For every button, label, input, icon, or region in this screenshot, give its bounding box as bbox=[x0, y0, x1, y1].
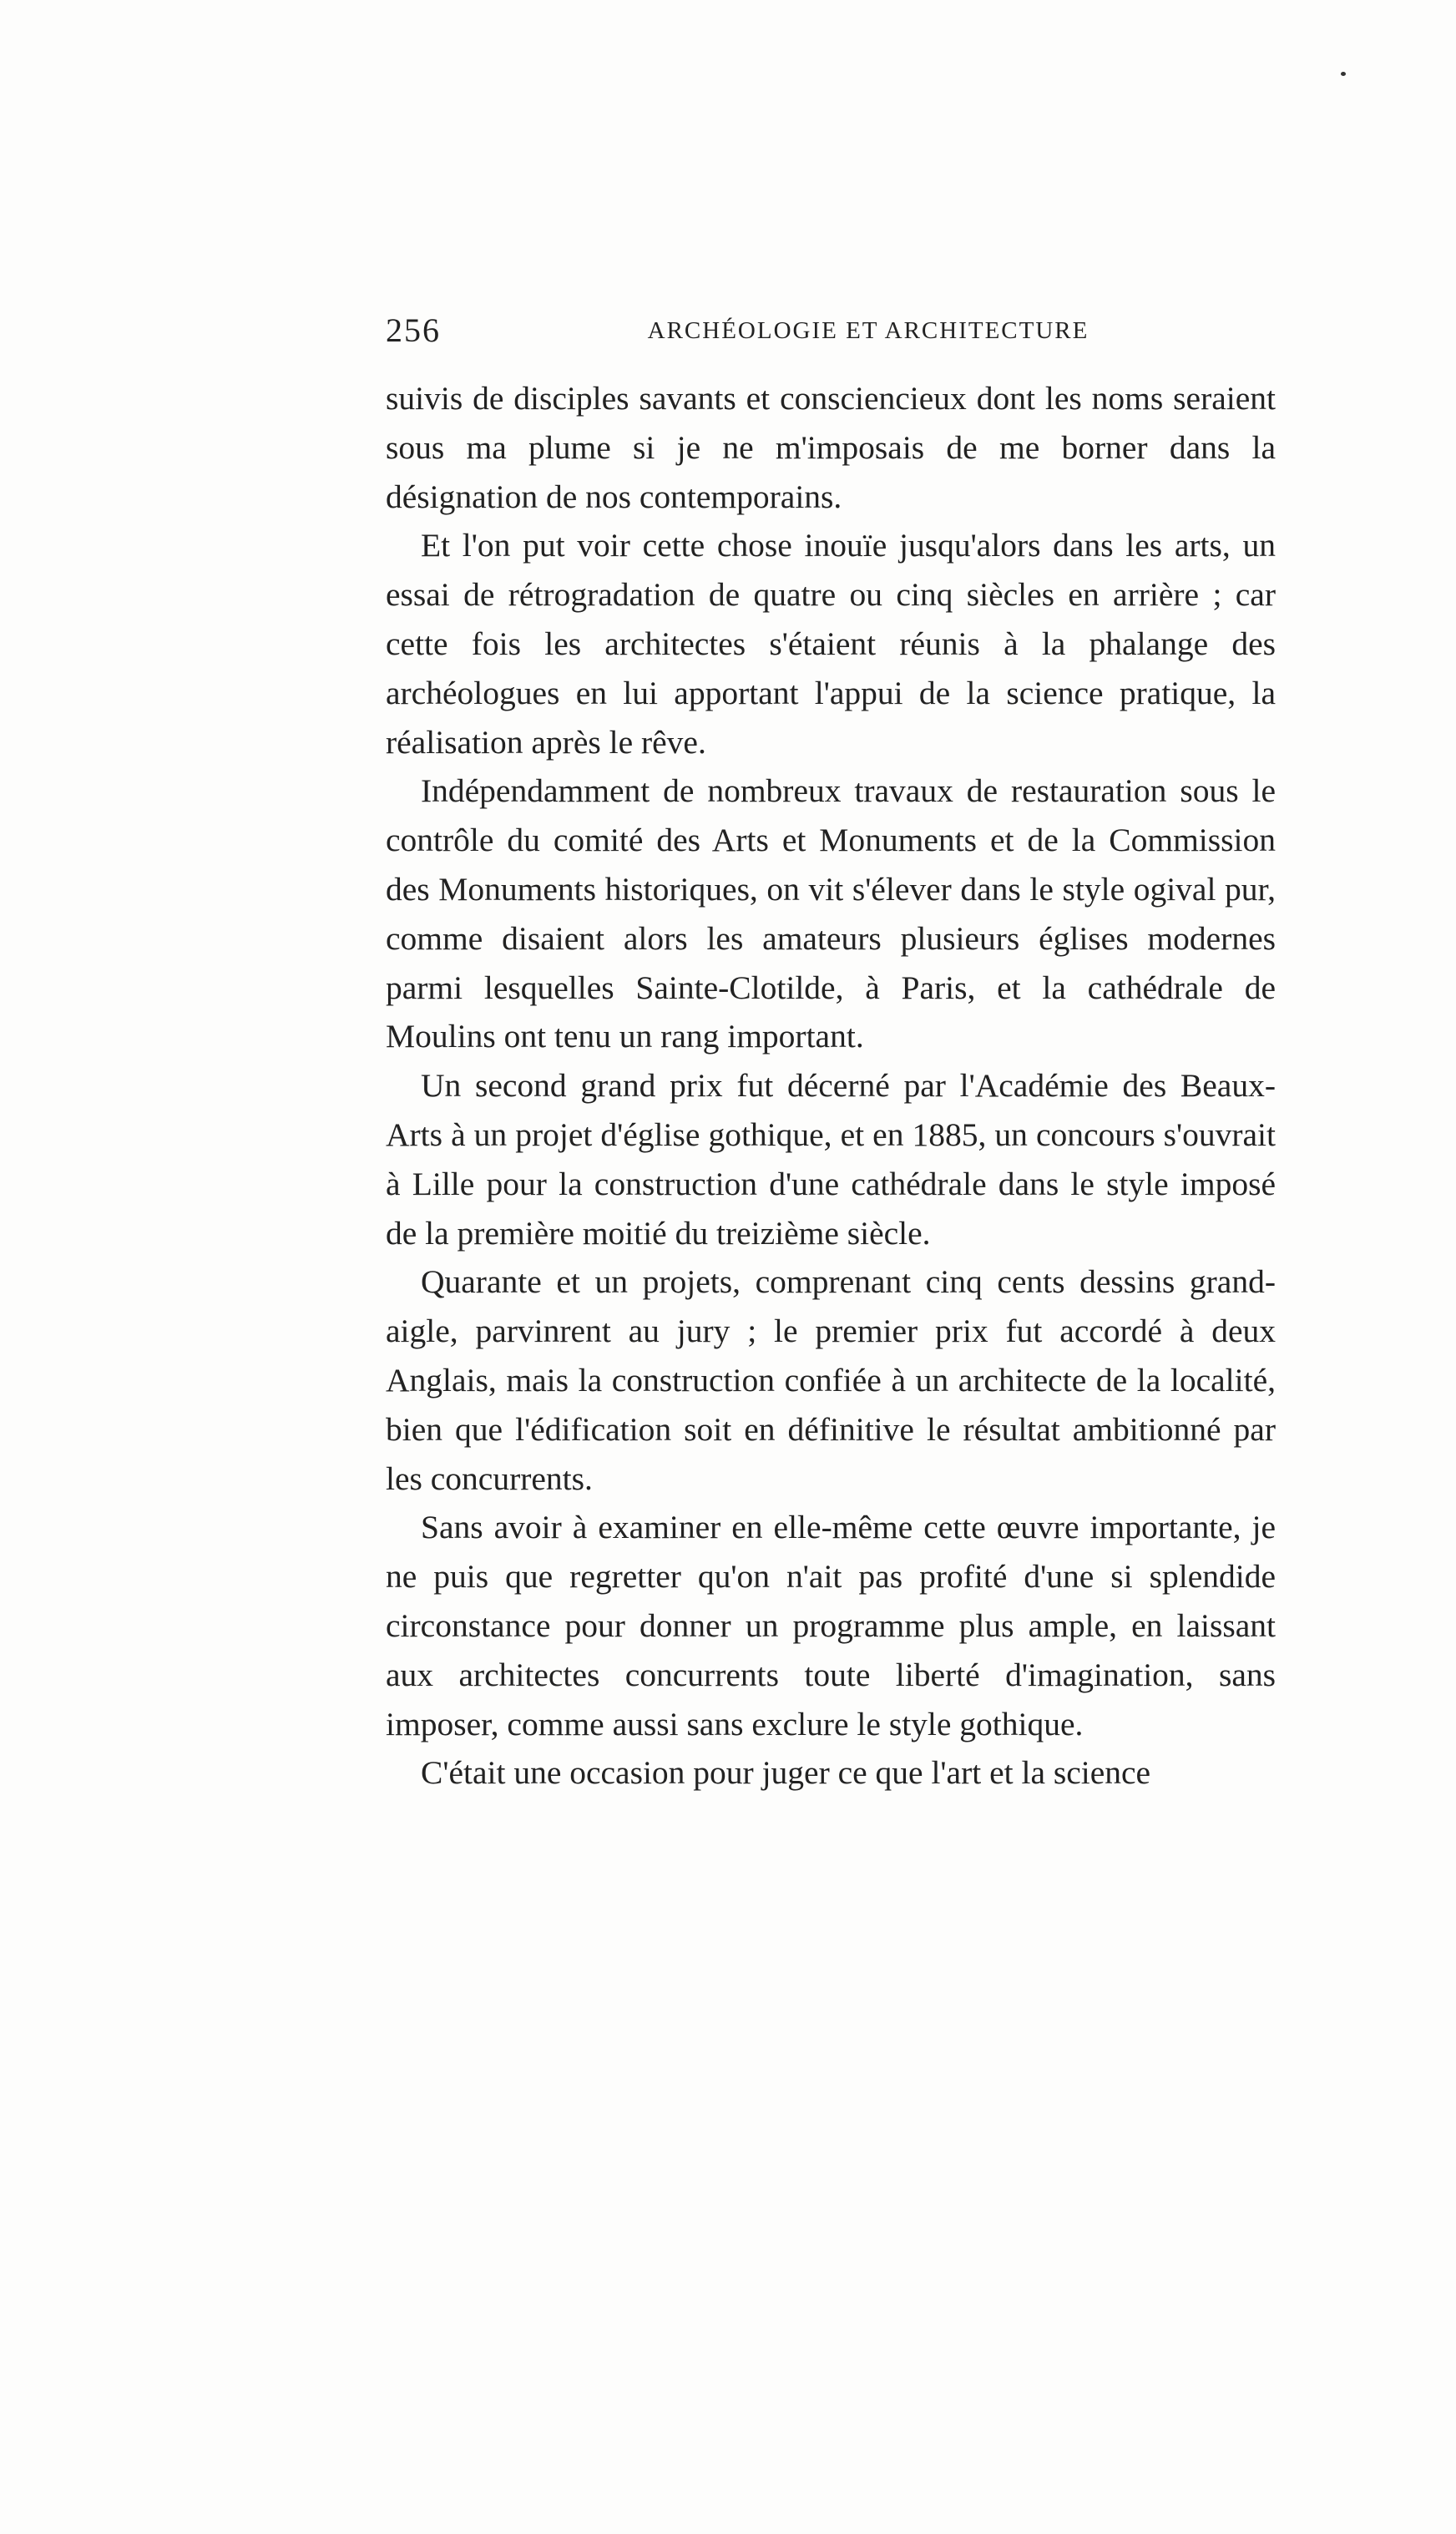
paragraph-last-line: C'était une occasion pour juger ce que l'art et la science bbox=[421, 1754, 1151, 1792]
paragraph: Indépendamment de nombreux travaux de restauration sous le contrôle du comité des Arts et Monuments et de la Commission des Monuments historiques, on vit s'élever dans le style ogival pur, comme disaient alors les amateurs plusieurs églises modernes parmi lesquelles Sainte-Clotilde, à Paris, et la cathédrale de Moulins ont tenu un rang important. bbox=[386, 772, 1276, 1055]
paragraph: Sans avoir à examiner en elle-même cette œuvre importante, je ne puis que regretter qu'on n'ait pas profité d'une si splendide circonstance pour donner un programme plus ample, en laissant aux architectes concurrents toute liberté d'imagination, sans imposer, comme aussi sans exclure le style gothique. bbox=[386, 1509, 1276, 1742]
paragraph: Un second grand prix fut décerné par l'Académie des Beaux-Arts à un projet d'église gothique, et en 1885, un concours s'ouvrait à Lille pour la construction d'une cathédrale dans le style imposé de la première moitié du treizième siècle. bbox=[386, 1067, 1276, 1252]
running-title: ARCHÉOLOGIE ET ARCHITECTURE bbox=[647, 317, 1089, 344]
page-header bbox=[386, 311, 1276, 361]
page-number: 256 bbox=[386, 311, 441, 349]
paragraph: Quarante et un projets, comprenant cinq cents dessins grand-aigle, parvinrent au jury ; le premier prix fut accordé à deux Anglais, mais la construction confiée à un architecte de la localité, bien que l'édification soit en définitive le résultat ambitionné par les concurrents. bbox=[386, 1263, 1276, 1497]
body-text bbox=[386, 374, 1276, 1798]
paragraph: Et l'on put voir cette chose inouïe jusqu'alors dans les arts, un essai de rétrogradation de quatre ou cinq siècles en arrière ; car cette fois les architectes s'étaient réunis à la phalange des archéologues en lui apportant l'appui de la science pratique, la réalisation après le rêve. bbox=[386, 527, 1276, 761]
paragraph-continuation: suivis de disciples savants et consciencieux dont les noms seraient sous ma plume si je ne m'imposais de me borner dans la désignation de nos contemporains. bbox=[386, 380, 1276, 515]
paper-speck bbox=[1341, 72, 1346, 76]
